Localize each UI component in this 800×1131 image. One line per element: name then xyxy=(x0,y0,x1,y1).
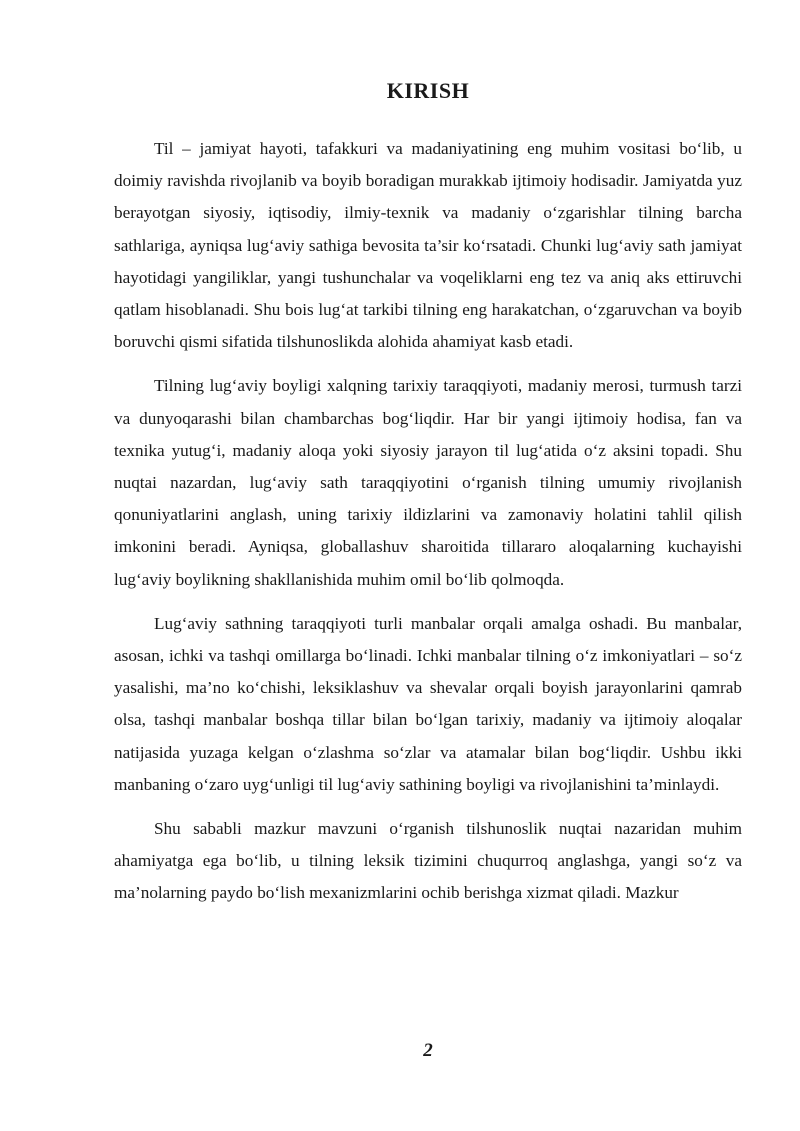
body-text xyxy=(114,133,742,922)
paragraph-2: Tilning lug‘aviy boyligi xalqning tarixiy taraqqiyoti, madaniy merosi, turmush tarzi va dunyoqarashi bilan chambarchas bog‘liqdir. Har bir yangi ijtimoiy hodisa, fan va texnika yutug‘i, madaniy aloqa yoki siyosiy jarayon til lug‘atida o‘z aksini topadi. Shu nuqtai nazardan, lug‘aviy sath taraqqiyotini o‘rganish tilning umumiy rivojlanish qonuniyatlarini anglash, uning tarixiy ildizlarini va zamonaviy holatini tahlil qilish imkonini beradi. Ayniqsa, globallashuv sharoitida tillararo aloqalarning kuchayishi lug‘aviy boylikning shakllanishida muhim omil bo‘lib qolmoqda. xyxy=(114,376,742,589)
paragraph-3: Lug‘aviy sathning taraqqiyoti turli manbalar orqali amalga oshadi. Bu manbalar, asosan, ichki va tashqi omillarga bo‘linadi. Ichki manbalar tilning o‘z imkoniyatlari – so‘z yasalishi, ma’no ko‘chishi, leksiklashuv va shevalar orqali boyish jarayonlarini qamrab olsa, tashqi manbalar boshqa tillar bilan bo‘lgan tarixiy, madaniy va ijtimoiy aloqalar natijasida yuzaga kelgan o‘zlashma so‘zlar va atamalar bilan bog‘liqdir. Ushbu ikki manbaning o‘zaro uyg‘unligi til lug‘aviy sathining boyligi va rivojlanishini ta’minlaydi. xyxy=(114,613,742,794)
paragraph-1: Til – jamiyat hayoti, tafakkuri va madaniyatining eng muhim vositasi bo‘lib, u doimiy ravishda rivojlanib va boyib boradigan murakkab ijtimoiy hodisadir. Jamiyatda yuz berayotgan siyosiy, iqtisodiy, ilmiy-texnik va madaniy o‘zgarishlar tilning barcha sathlariga, ayniqsa lug‘aviy sathiga bevosita ta’sir ko‘rsatadi. Chunki lug‘aviy sath jamiyat hayotidagi yangiliklar, yangi tushunchalar va voqeliklarni eng tez va aniq aks ettiruvchi qatlam hisoblanadi. Shu bois lug‘at tarkibi tilning eng harakatchan, o‘zgaruvchan va boyib boruvchi qismi sifatida tilshunoslikda alohida ahamiyat kasb etadi. xyxy=(114,139,742,352)
page-title: KIRISH xyxy=(386,78,470,103)
page-number: 2 xyxy=(423,1040,433,1061)
paragraph-4: Shu sababli mazkur mavzuni o‘rganish tilshunoslik nuqtai nazaridan muhim ahamiyatga ega bo‘lib, u tilning leksik tizimini chuqurroq anglashga, yangi so‘z va ma’nolarning paydo bo‘lish mexanizmlarini ochib berishga xizmat qiladi. Mazkur xyxy=(114,819,742,903)
